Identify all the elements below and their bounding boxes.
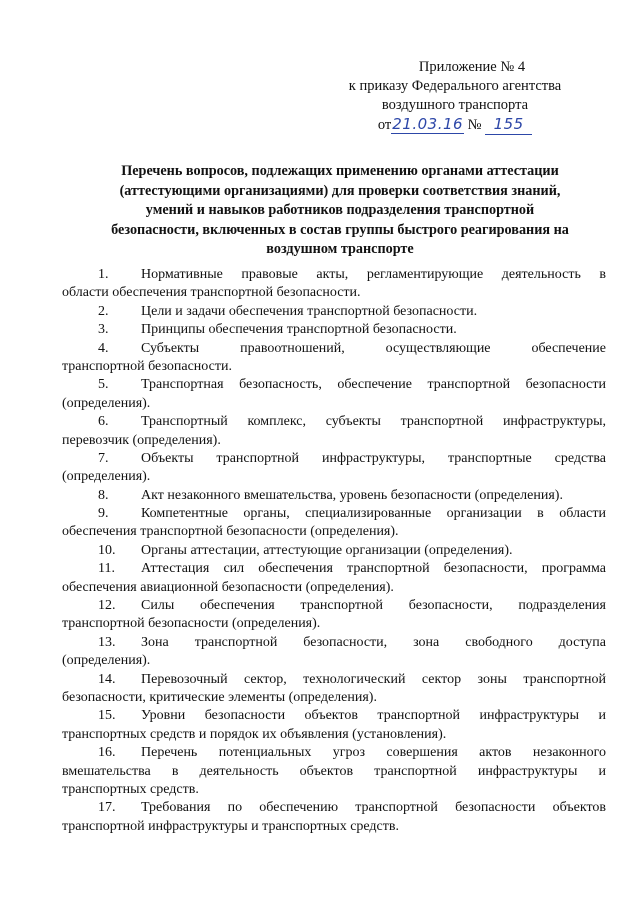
- list-item-text: Уровни безопасности объектов транспортной инфраструктуры и: [141, 708, 606, 724]
- document-title: [80, 162, 600, 260]
- list-item-number: 1.: [98, 267, 109, 282]
- list-item: [62, 321, 606, 339]
- list-item-line: [62, 266, 606, 284]
- list-item-line: [62, 744, 606, 762]
- list-item-line: [62, 321, 606, 339]
- question-list: [62, 266, 606, 836]
- list-item-number: 13.: [98, 634, 116, 650]
- list-item-text: Принципы обеспечения транспортной безопасности.: [141, 322, 457, 338]
- list-item-line: [62, 303, 606, 321]
- list-item: [62, 450, 606, 487]
- list-item-line: [62, 799, 606, 817]
- list-item-line: [62, 413, 606, 431]
- list-item-line: [62, 395, 606, 413]
- list-item: [62, 266, 606, 303]
- list-item-number: 6.: [98, 414, 109, 430]
- handwritten-date: 21.03.16: [392, 115, 464, 133]
- list-item-number: 16.: [98, 745, 116, 761]
- list-item-number: 4.: [98, 340, 109, 356]
- list-item-line: [62, 358, 606, 376]
- list-item-line: [62, 468, 606, 486]
- number-prefix: №: [467, 117, 482, 133]
- list-item-line: [62, 726, 606, 744]
- title-line: Перечень вопросов, подлежащих применению органами аттестации: [121, 163, 559, 179]
- list-item-text: вмешательства в деятельность объектов транспортной инфраструктуры и: [62, 763, 606, 779]
- list-item-number: 14.: [98, 671, 116, 687]
- annex-header: [300, 58, 610, 135]
- list-item-line: [62, 689, 606, 707]
- list-item-text: Компетентные органы, специализированные организации в области: [141, 506, 606, 522]
- title-line: безопасности, включенных в состав группы быстрого реагирования на: [111, 221, 569, 238]
- list-item-text: Перевозочный сектор, технологический сектор зоны транспортной: [141, 671, 606, 687]
- list-item-line: [62, 542, 606, 560]
- list-item-number: 12.: [98, 598, 116, 614]
- list-item-line: [62, 523, 606, 541]
- list-item-line: [62, 763, 606, 781]
- handwritten-number: 155: [485, 115, 532, 135]
- list-item: [62, 413, 606, 450]
- list-item-text: области обеспечения транспортной безопасности.: [62, 285, 361, 301]
- list-item-number: 17.: [98, 800, 116, 816]
- list-item-text: Цели и задачи обеспечения транспортной безопасности.: [141, 303, 478, 319]
- list-item: [62, 799, 606, 836]
- list-item-number: 11.: [98, 561, 115, 577]
- list-item: [62, 744, 606, 799]
- list-item-line: [62, 450, 606, 468]
- annex-order-reference: к приказу Федерального агентства: [348, 78, 562, 94]
- list-item-text: Зона транспортной безопасности, зона свободного доступа: [141, 634, 606, 650]
- list-item-line: [62, 579, 606, 597]
- list-item-line: [62, 818, 606, 836]
- list-item-text: транспортных средств и порядок их объявления (установления).: [62, 726, 447, 742]
- list-item-text: Нормативные правовые акты, регламентирующие деятельность в: [141, 267, 606, 282]
- date-prefix: от: [377, 117, 392, 133]
- list-item-text: транспортной безопасности (определения).: [62, 616, 321, 632]
- list-item: [62, 707, 606, 744]
- title-line: умений и навыков работников подразделения транспортной: [145, 202, 535, 218]
- annex-number: Приложение № 4: [418, 59, 526, 75]
- list-item-text: Транспортный комплекс, субъекты транспортной инфраструктуры,: [141, 414, 606, 430]
- list-item-number: 15.: [98, 708, 116, 724]
- annex-agency: воздушного транспорта: [381, 97, 529, 113]
- list-item: [62, 505, 606, 542]
- list-item-line: [62, 597, 606, 615]
- list-item-text: безопасности, критические элементы (определения).: [62, 689, 377, 705]
- list-item-number: 5.: [98, 377, 109, 393]
- list-item-line: [62, 560, 606, 578]
- list-item-text: транспортной инфраструктуры и транспортных средств.: [62, 818, 399, 834]
- list-item-text: (определения).: [62, 395, 151, 411]
- annex-date-line: [300, 115, 610, 135]
- list-item-line: [62, 652, 606, 670]
- list-item-text: обеспечения транспортной безопасности (определения).: [62, 524, 399, 540]
- title-line: (аттестующими организациями) для проверки соответствия знаний,: [119, 182, 561, 199]
- list-item: [62, 340, 606, 377]
- list-item-number: 9.: [98, 506, 109, 522]
- list-item-line: [62, 505, 606, 523]
- list-item-text: Органы аттестации, аттестующие организации (определения).: [141, 542, 513, 558]
- list-item-number: 8.: [98, 487, 109, 503]
- list-item: [62, 376, 606, 413]
- list-item-number: 10.: [98, 542, 116, 558]
- list-item-line: [62, 707, 606, 725]
- list-item-line: [62, 634, 606, 652]
- list-item-number: 7.: [98, 450, 109, 466]
- list-item-number: 3.: [98, 322, 109, 338]
- list-item-line: [62, 781, 606, 799]
- list-item: [62, 542, 606, 560]
- list-item-line: [62, 340, 606, 358]
- list-item-text: перевозчик (определения).: [62, 432, 221, 448]
- list-item-text: (определения).: [62, 653, 151, 669]
- list-item-text: Аттестация сил обеспечения транспортной безопасности, программа: [141, 561, 606, 577]
- list-item: [62, 597, 606, 634]
- list-item-text: Объекты транспортной инфраструктуры, транспортные средства: [141, 450, 606, 466]
- list-item-text: Перечень потенциальных угроз совершения актов незаконного: [141, 745, 606, 761]
- list-item-line: [62, 615, 606, 633]
- list-item-number: 2.: [98, 303, 109, 319]
- list-item-text: Субъекты правоотношений, осуществляющие обеспечение: [141, 340, 606, 356]
- title-line: воздушном транспорте: [266, 241, 414, 257]
- list-item-line: [62, 284, 606, 302]
- list-item-text: (определения).: [62, 469, 151, 485]
- list-item: [62, 634, 606, 671]
- list-item: [62, 560, 606, 597]
- list-item: [62, 671, 606, 708]
- list-item-line: [62, 487, 606, 505]
- list-item-text: Акт незаконного вмешательства, уровень безопасности (определения).: [141, 487, 563, 503]
- list-item-text: обеспечения авиационной безопасности (определения).: [62, 579, 394, 595]
- list-item-line: [62, 432, 606, 450]
- list-item-text: Транспортная безопасность, обеспечение транспортной безопасности: [141, 377, 606, 393]
- list-item-text: Силы обеспечения транспортной безопасности, подразделения: [141, 598, 606, 614]
- list-item-text: Требования по обеспечению транспортной безопасности объектов: [141, 800, 606, 816]
- list-item-text: транспортной безопасности.: [62, 358, 232, 374]
- list-item-line: [62, 671, 606, 689]
- list-item: [62, 487, 606, 505]
- list-item: [62, 303, 606, 321]
- list-item-line: [62, 376, 606, 394]
- list-item-text: транспортных средств.: [62, 781, 199, 797]
